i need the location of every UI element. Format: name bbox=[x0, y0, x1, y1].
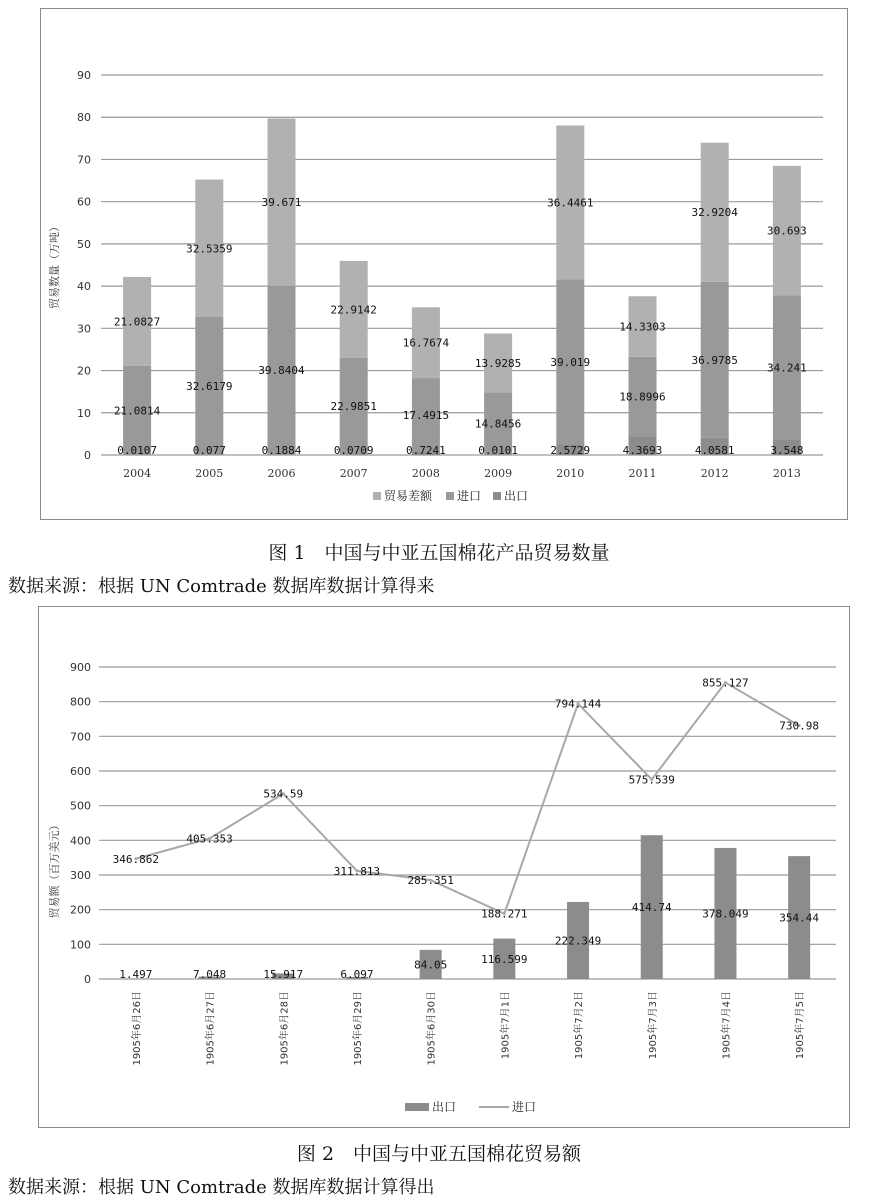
data-label-export: 4.3693 bbox=[622, 444, 663, 457]
legend-label: 进口 bbox=[457, 489, 482, 503]
y-tick-label: 800 bbox=[70, 695, 91, 709]
x-tick-label: 1905年6月26日 bbox=[131, 991, 143, 1066]
data-label-export: 4.0581 bbox=[694, 444, 735, 457]
figure2-caption: 图 2 中国与中亚五国棉花贸易额 bbox=[296, 1143, 582, 1165]
y-tick-label: 90 bbox=[77, 69, 91, 82]
y-tick-label: 0 bbox=[84, 973, 91, 986]
x-tick-label: 1905年7月3日 bbox=[647, 991, 659, 1060]
y-tick-label: 500 bbox=[70, 799, 91, 813]
y-axis-title: 贸易数量（万吨） bbox=[48, 221, 61, 309]
figure1-chart-panel bbox=[40, 8, 848, 520]
data-label-balance: 14.3303 bbox=[619, 320, 666, 334]
data-label-export: 0.0709 bbox=[333, 444, 374, 457]
x-tick-label: 1905年6月28日 bbox=[279, 991, 291, 1066]
y-tick-label: 0 bbox=[84, 449, 91, 462]
x-tick-label: 1905年6月30日 bbox=[426, 991, 438, 1066]
x-tick-label: 2006 bbox=[267, 467, 296, 480]
data-label-balance: 32.5359 bbox=[186, 242, 233, 256]
legend-swatch bbox=[446, 492, 454, 500]
figure2-chart-panel bbox=[38, 606, 850, 1128]
x-tick-label: 2013 bbox=[772, 467, 801, 480]
data-label-import: 188.271 bbox=[481, 907, 528, 921]
data-label-import: 575.539 bbox=[628, 773, 675, 787]
data-label-import: 730.98 bbox=[779, 719, 820, 733]
data-label-export: 84.05 bbox=[414, 958, 448, 972]
y-tick-label: 10 bbox=[77, 406, 91, 420]
y-tick-label: 70 bbox=[77, 153, 91, 167]
data-label-export: 354.44 bbox=[779, 911, 820, 925]
figure2-source: 数据来源：根据 UN Comtrade 数据库数据计算得出 bbox=[8, 1177, 435, 1198]
data-label-import: 311.813 bbox=[333, 864, 381, 878]
y-tick-label: 900 bbox=[70, 661, 91, 674]
x-tick-label: 1905年7月1日 bbox=[500, 991, 512, 1060]
x-tick-label: 2007 bbox=[339, 467, 368, 480]
data-label-export: 3.548 bbox=[770, 444, 804, 457]
y-tick-label: 60 bbox=[77, 195, 91, 209]
legend-swatch bbox=[373, 492, 381, 500]
data-label-balance: 30.693 bbox=[767, 224, 807, 238]
data-label-import: 21.0814 bbox=[113, 404, 161, 418]
data-label-export: 7.048 bbox=[192, 968, 227, 981]
data-label-export: 378.049 bbox=[702, 907, 749, 921]
data-label-balance: 21.0827 bbox=[113, 315, 161, 329]
figure1-caption: 图 1 中国与中亚五国棉花产品贸易数量 bbox=[268, 542, 610, 564]
data-label-balance: 32.9204 bbox=[691, 206, 738, 220]
x-tick-label: 2004 bbox=[123, 467, 152, 480]
x-tick-label: 1905年6月29日 bbox=[352, 991, 364, 1066]
x-tick-label: 2010 bbox=[556, 467, 585, 480]
figure1-bar-chart bbox=[41, 9, 847, 519]
data-label-import: 346.862 bbox=[112, 852, 160, 866]
data-label-import: 34.241 bbox=[767, 361, 807, 375]
x-tick-label: 1905年6月27日 bbox=[205, 991, 217, 1066]
data-label-export: 116.599 bbox=[481, 952, 528, 966]
y-tick-label: 30 bbox=[77, 322, 91, 336]
data-label-import: 794.144 bbox=[554, 697, 602, 711]
data-label-export: 1.497 bbox=[119, 968, 153, 981]
data-label-export: 414.74 bbox=[631, 901, 672, 915]
data-label-export: 0.7241 bbox=[406, 444, 446, 457]
data-label-export: 0.0101 bbox=[478, 444, 518, 457]
x-tick-label: 2005 bbox=[195, 467, 224, 480]
x-tick-label: 1905年7月5日 bbox=[795, 991, 807, 1060]
x-tick-label: 1905年7月2日 bbox=[574, 991, 586, 1060]
data-label-export: 6.097 bbox=[340, 968, 374, 981]
data-label-import: 17.4915 bbox=[402, 409, 450, 423]
data-label-export: 0.077 bbox=[192, 444, 226, 457]
data-label-import: 14.8456 bbox=[474, 417, 522, 431]
x-tick-label: 2008 bbox=[411, 467, 440, 480]
y-tick-label: 400 bbox=[70, 834, 91, 848]
data-label-import: 285.351 bbox=[407, 874, 454, 888]
data-label-balance: 16.7674 bbox=[402, 336, 450, 350]
data-label-balance: 36.4461 bbox=[547, 196, 594, 210]
data-label-balance: 22.9142 bbox=[330, 303, 377, 317]
legend-label-export: 出口 bbox=[432, 1100, 457, 1114]
data-label-import: 36.9785 bbox=[691, 353, 738, 367]
legend-label-import: 进口 bbox=[512, 1100, 537, 1114]
legend-swatch bbox=[493, 492, 501, 500]
x-tick-label: 2011 bbox=[628, 467, 657, 480]
y-tick-label: 100 bbox=[70, 938, 91, 952]
x-tick-label: 2012 bbox=[700, 467, 729, 480]
legend-label: 出口 bbox=[504, 489, 529, 503]
y-tick-label: 20 bbox=[77, 364, 91, 378]
x-tick-label: 2009 bbox=[484, 467, 513, 480]
legend-label: 贸易差额 bbox=[384, 489, 433, 503]
y-axis-title: 贸易额（百万美元） bbox=[48, 819, 61, 919]
figure1-source: 数据来源：根据 UN Comtrade 数据库数据计算得来 bbox=[8, 576, 435, 597]
data-label-balance: 39.671 bbox=[261, 196, 302, 210]
data-label-import: 855.127 bbox=[702, 676, 749, 690]
data-label-export: 0.1884 bbox=[261, 444, 302, 457]
y-tick-label: 600 bbox=[70, 765, 91, 778]
y-tick-label: 200 bbox=[70, 903, 91, 917]
y-tick-label: 700 bbox=[70, 730, 91, 744]
data-label-import: 32.6179 bbox=[186, 379, 233, 393]
data-label-import: 18.8996 bbox=[619, 390, 666, 404]
data-label-import: 39.019 bbox=[550, 355, 591, 369]
y-tick-label: 300 bbox=[70, 869, 91, 882]
data-label-export: 0.0107 bbox=[117, 444, 157, 457]
figure2-combo-chart bbox=[39, 607, 849, 1127]
data-label-import: 405.353 bbox=[186, 832, 233, 846]
x-tick-label: 1905年7月4日 bbox=[721, 991, 733, 1060]
legend-swatch-export bbox=[405, 1103, 429, 1111]
y-tick-label: 40 bbox=[77, 280, 91, 294]
y-tick-label: 50 bbox=[77, 237, 91, 251]
data-label-balance: 13.9285 bbox=[474, 356, 522, 370]
data-label-import: 22.9851 bbox=[330, 400, 377, 414]
data-label-export: 222.349 bbox=[554, 934, 602, 948]
series-line-import bbox=[136, 683, 799, 914]
data-label-export: 15.917 bbox=[263, 968, 304, 981]
data-label-export: 2.5729 bbox=[550, 444, 591, 457]
data-label-import: 534.59 bbox=[263, 787, 304, 801]
data-label-import: 39.8404 bbox=[258, 364, 305, 378]
y-tick-label: 80 bbox=[77, 111, 91, 125]
